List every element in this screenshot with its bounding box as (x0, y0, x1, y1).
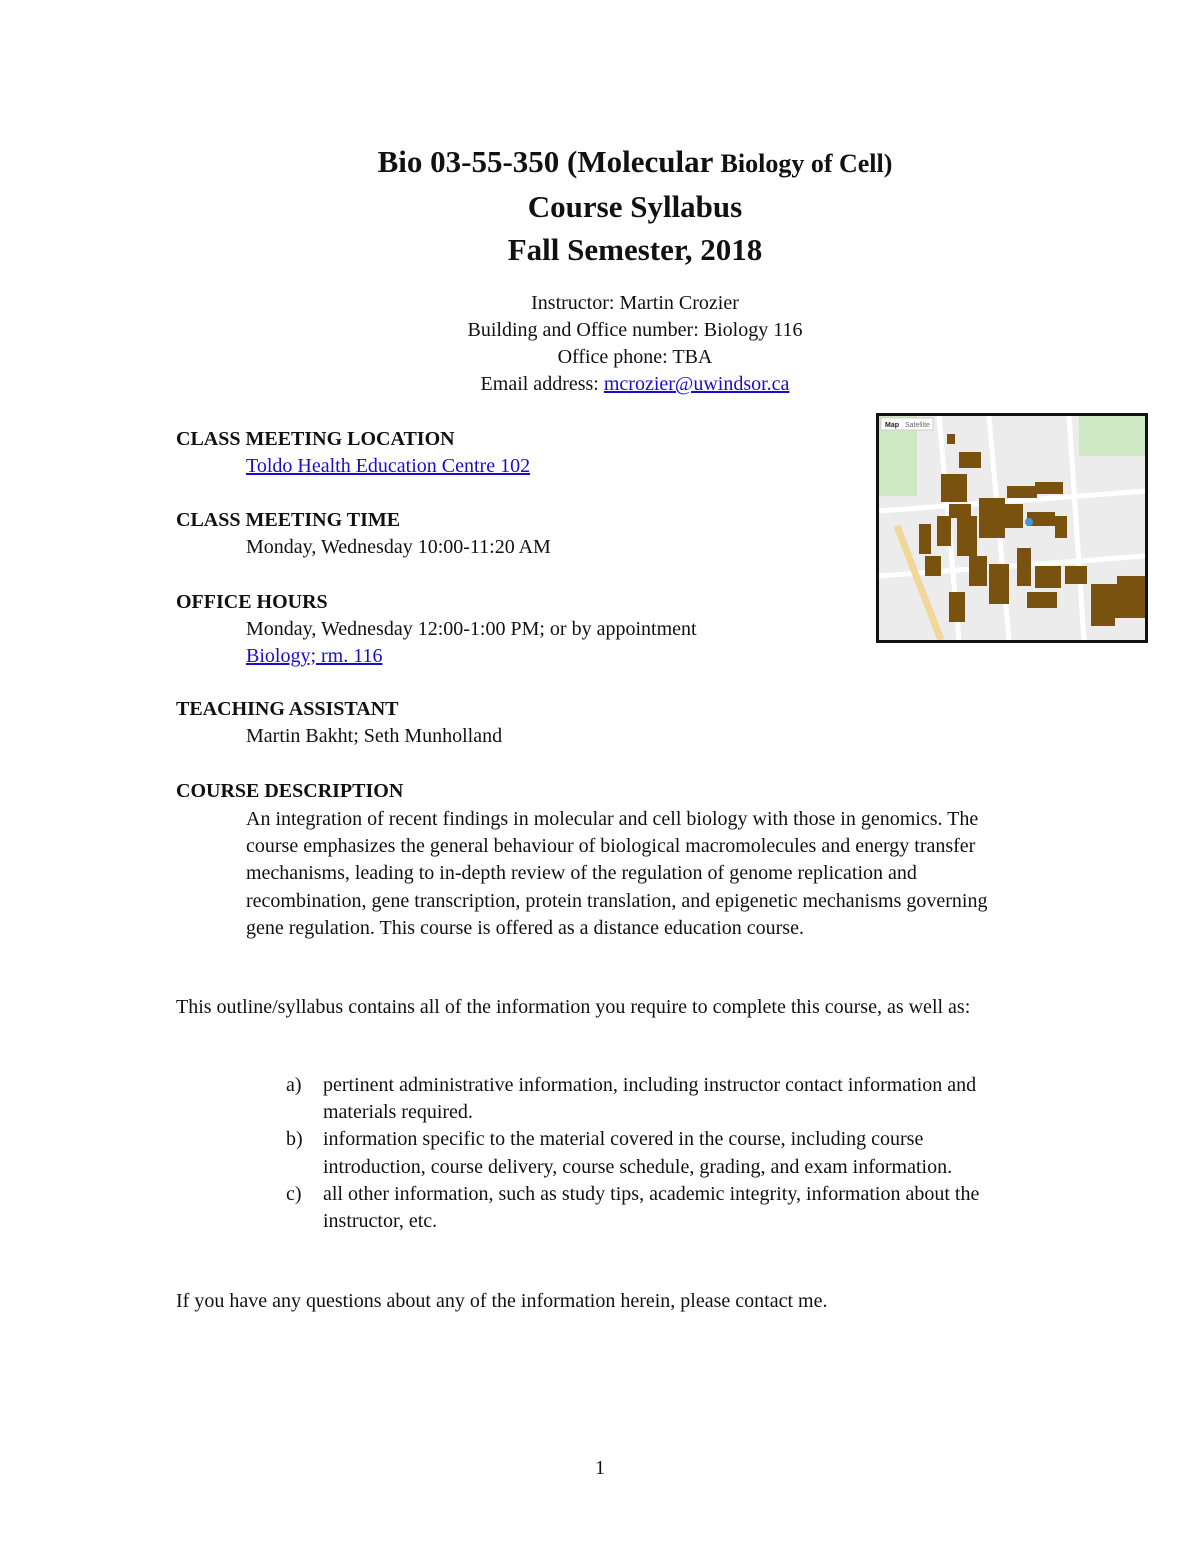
page-number: 1 (595, 1457, 605, 1479)
description-heading: COURSE DESCRIPTION (176, 780, 404, 802)
building (919, 524, 931, 554)
ta-heading: TEACHING ASSISTANT (176, 698, 399, 720)
office-location-link[interactable]: Biology; rm. 116 (246, 645, 383, 667)
office-number: Building and Office number: Biology 116 (467, 319, 803, 341)
list-marker: b) (286, 1128, 303, 1151)
location-heading: CLASS MEETING LOCATION (176, 428, 455, 450)
office-phone: Office phone: TBA (557, 346, 713, 368)
location-body (246, 453, 530, 480)
ta-value: Martin Bakht; Seth Munholland (246, 725, 503, 747)
building (1027, 592, 1057, 608)
building (1065, 566, 1087, 584)
email-link[interactable]: mcrozier@uwindsor.ca (603, 373, 790, 395)
instructor-contact (0, 290, 1200, 398)
info-list (286, 1072, 1026, 1235)
building (957, 516, 977, 556)
location-link[interactable]: Toldo Health Education Centre 102 (246, 455, 531, 477)
list-item (286, 1072, 1026, 1126)
map-tab-satellite[interactable]: Satellite (905, 422, 930, 429)
closing-paragraph: If you have any questions about any of the information herein, please contact me. (176, 1290, 828, 1312)
title-line-2: Course Syllabus (527, 189, 743, 224)
email-line: Email address: mcrozier@uwindsor.ca (480, 373, 790, 395)
building (925, 556, 941, 576)
building (1117, 576, 1145, 586)
list-text: information specific to the material covered in the course, including course introduction, course delivery, course schedule, grading, and exam information. (323, 1128, 953, 1178)
office-hours-body (246, 616, 697, 670)
description-text: An integration of recent findings in molecular and cell biology with those in genomics. The course emphasizes the general behaviour of biological macromolecules and energy transfer mechanisms, leading to in-depth review of the regulation of genome replication and recombination, gene transcription, protein translation, and epigenetic mechanisms governing gene regulation. This course is offered as a distance education course. (246, 808, 988, 939)
building (1007, 486, 1037, 498)
building (979, 498, 1005, 538)
document-title (0, 140, 1200, 271)
title-line-1: Bio 03-55-350 (Molecular Biology of Cell) (377, 144, 893, 179)
building (1055, 516, 1067, 538)
list-marker: c) (286, 1182, 302, 1205)
building (1101, 584, 1145, 618)
time-heading: CLASS MEETING TIME (176, 509, 401, 531)
list-text: pertinent administrative information, including instructor contact information and materials required. (323, 1074, 977, 1124)
list-item (286, 1181, 1026, 1235)
building (1035, 566, 1061, 588)
list-text: all other information, such as study tips, academic integrity, information about the instructor, etc. (323, 1182, 980, 1233)
building (941, 474, 967, 502)
intro-paragraph: This outline/syllabus contains all of the information you require to complete this course, as well as: (176, 996, 971, 1018)
building (1035, 482, 1063, 494)
building (989, 564, 1009, 604)
map-tab-map[interactable]: Map (885, 422, 899, 429)
location-pin-icon (1025, 518, 1033, 526)
building (1017, 548, 1031, 586)
park-area (1079, 416, 1145, 456)
list-marker: a) (286, 1074, 302, 1096)
list-item (286, 1126, 1026, 1180)
building (959, 452, 981, 468)
building (937, 516, 951, 546)
building (1003, 504, 1023, 528)
office-hours-heading: OFFICE HOURS (176, 591, 328, 613)
office-hours-value: Monday, Wednesday 12:00-1:00 PM; or by appointment (246, 618, 697, 640)
building (949, 504, 971, 518)
building (969, 556, 987, 586)
instructor-name: Instructor: Martin Crozier (531, 292, 739, 314)
title-line-3: Fall Semester, 2018 (507, 232, 763, 267)
building (949, 592, 965, 622)
campus-map[interactable] (876, 413, 1148, 643)
time-value: Monday, Wednesday 10:00-11:20 AM (246, 536, 551, 558)
building (947, 434, 955, 444)
campus-map-graphic (879, 416, 1145, 640)
